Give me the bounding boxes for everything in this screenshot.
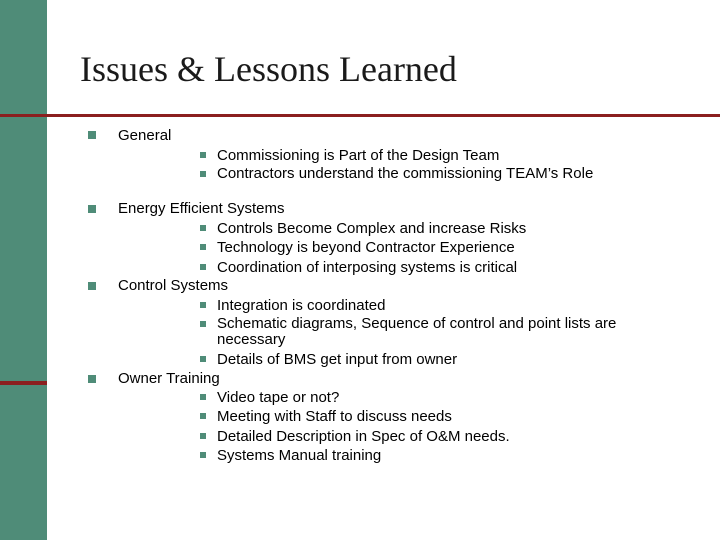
list-item: Commissioning is Part of the Design Team <box>217 147 500 164</box>
sub-bullet-square-icon <box>200 302 206 308</box>
list-item: Meeting with Staff to discuss needs <box>217 408 452 425</box>
list-item: Detailed Description in Spec of O&M needs. <box>217 428 510 445</box>
list-item: Integration is coordinated <box>217 297 386 314</box>
section-heading: Owner Training <box>118 370 220 387</box>
section-heading: Energy Efficient Systems <box>118 200 285 217</box>
bullet-square-icon <box>88 205 96 213</box>
list-item: Controls Become Complex and increase Risks <box>217 220 527 237</box>
sub-bullet-square-icon <box>200 225 206 231</box>
bullet-square-icon <box>88 375 96 383</box>
list-item: Systems Manual training <box>217 447 382 464</box>
sub-bullet-square-icon <box>200 413 206 419</box>
list-item: Contractors understand the commissioning TEAM’s Role <box>217 165 594 182</box>
sub-bullet-square-icon <box>200 321 206 327</box>
slide-title: Issues & Lessons Learned <box>80 49 457 89</box>
sub-bullet-square-icon <box>200 433 206 439</box>
sub-bullet-square-icon <box>200 264 206 270</box>
list-item: Video tape or not? <box>217 389 340 406</box>
sub-bullet-square-icon <box>200 452 206 458</box>
list-item: Coordination of interposing systems is critical <box>217 259 518 276</box>
section-heading: General <box>118 127 172 144</box>
sub-bullet-square-icon <box>200 171 206 177</box>
bullet-square-icon <box>88 282 96 290</box>
sub-bullet-square-icon <box>200 356 206 362</box>
list-item: Details of BMS get input from owner <box>217 351 458 368</box>
bullet-square-icon <box>88 131 96 139</box>
list-item: Technology is beyond Contractor Experience <box>217 239 515 256</box>
sub-bullet-square-icon <box>200 394 206 400</box>
sub-bullet-square-icon <box>200 152 206 158</box>
section-heading: Control Systems <box>118 277 229 294</box>
sub-bullet-square-icon <box>200 244 206 250</box>
list-item: Schematic diagrams, Sequence of control and point lists are necessary <box>217 315 617 348</box>
